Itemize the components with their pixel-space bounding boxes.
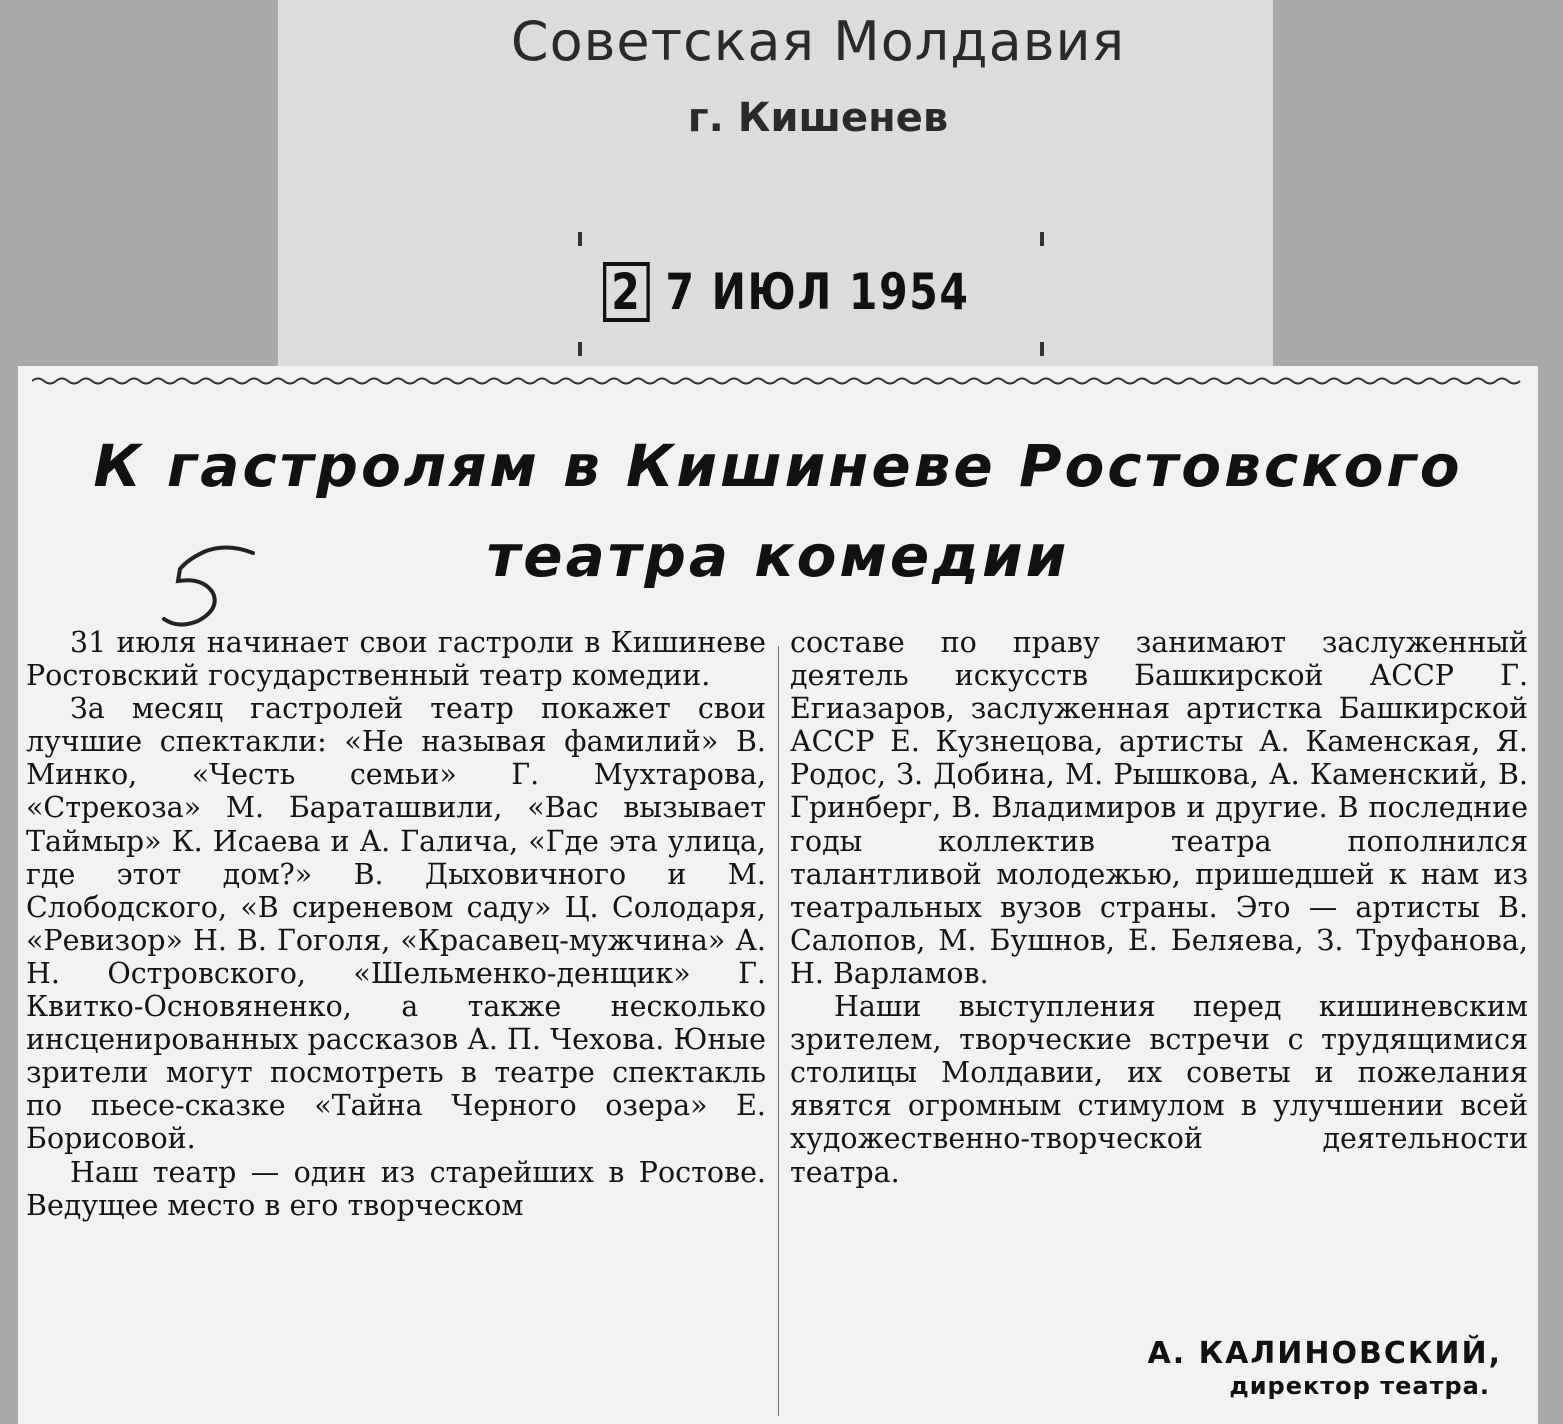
paragraph: За месяц гастролей театр покажет свои лучшие спектакли: «Не называя фамилий» В. Минко, «Честь семьи» Г. Мухтарова, «Стрекоза» М. Бараташвили, «Вас вызывает Таймыр» К. Исаева и А. Галича, «Где эта улица, где этот дом?» В. Дыховичного и М. Слободского, «В сиреневом саду» Ц. Солодаря, «Ревизор» Н. В. Гоголя, «Красавец-мужчина» А. Н. Островского, «Шельменко-денщик» Г. Квитко-Основяненко, а также несколько инсценированных рассказов А. П. Чехова. Юные зрители могут посмотреть в театре спектакль по пьесе-сказке «Тайна Черного озера» Е. Борисовой. bbox=[26, 692, 766, 1156]
article-headline bbox=[58, 421, 1498, 601]
column-divider bbox=[778, 646, 779, 1416]
author-signature: А. КАЛИНОВСКИЙ, bbox=[1147, 1336, 1502, 1371]
stamp-tick-mark bbox=[578, 232, 582, 246]
stamp-tick-mark bbox=[1040, 232, 1044, 246]
wavy-rule bbox=[32, 376, 1524, 386]
stamp-date-day: 2 bbox=[603, 262, 650, 322]
newspaper-name: Советская Молдавия bbox=[510, 10, 1126, 73]
stamp-date-rest: 7 ИЮЛ 1954 bbox=[665, 263, 970, 321]
stamp-tick-mark bbox=[1040, 342, 1044, 356]
article-column-right bbox=[790, 626, 1528, 1189]
stamp-date bbox=[603, 262, 970, 322]
paragraph: составе по праву занимают заслуженный деятель искусств Башкирской АССР Г. Егиазаров, заслуженная артистка Башкирской АССР Е. Кузнецова, артисты А. Каменская, Я. Родос, З. Добина, М. Рышкова, А. Каменский, В. Гринберг, В. Владимиров и другие. В последние годы коллектив театра пополнился талантливой молодежью, пришедшей к нам из театральных вузов страны. Это — артисты В. Салопов, М. Бушнов, Е. Беляева, З. Труфанова, Н. Варламов. bbox=[790, 626, 1528, 990]
stamp-tick-mark bbox=[578, 342, 582, 356]
paragraph: Наш театр — один из старейших в Ростове. Ведущее место в его творческом bbox=[26, 1155, 766, 1222]
paragraph: 31 июля начинает свои гастроли в Кишиневе Ростовский государственный театр комедии. bbox=[26, 626, 766, 693]
newspaper-clipping bbox=[18, 366, 1538, 1424]
handwritten-mark-5 bbox=[158, 541, 268, 636]
headline-line-1: К гастролям в Кишиневе Ростовского bbox=[93, 432, 1463, 500]
newspaper-city: г. Кишенев bbox=[687, 95, 949, 141]
article-column-left bbox=[26, 626, 766, 1222]
paragraph: Наши выступления перед кишиневским зрителем, творческие встречи с трудящимися столицы Молдавии, их советы и пожелания явятся огромным стимулом в улучшении всей художественно-творческой деятельности театра. bbox=[790, 990, 1528, 1189]
clipping-stamp bbox=[278, 0, 1273, 372]
author-title: директор театра. bbox=[1229, 1372, 1490, 1400]
headline-line-2: театра комедии bbox=[486, 522, 1070, 590]
